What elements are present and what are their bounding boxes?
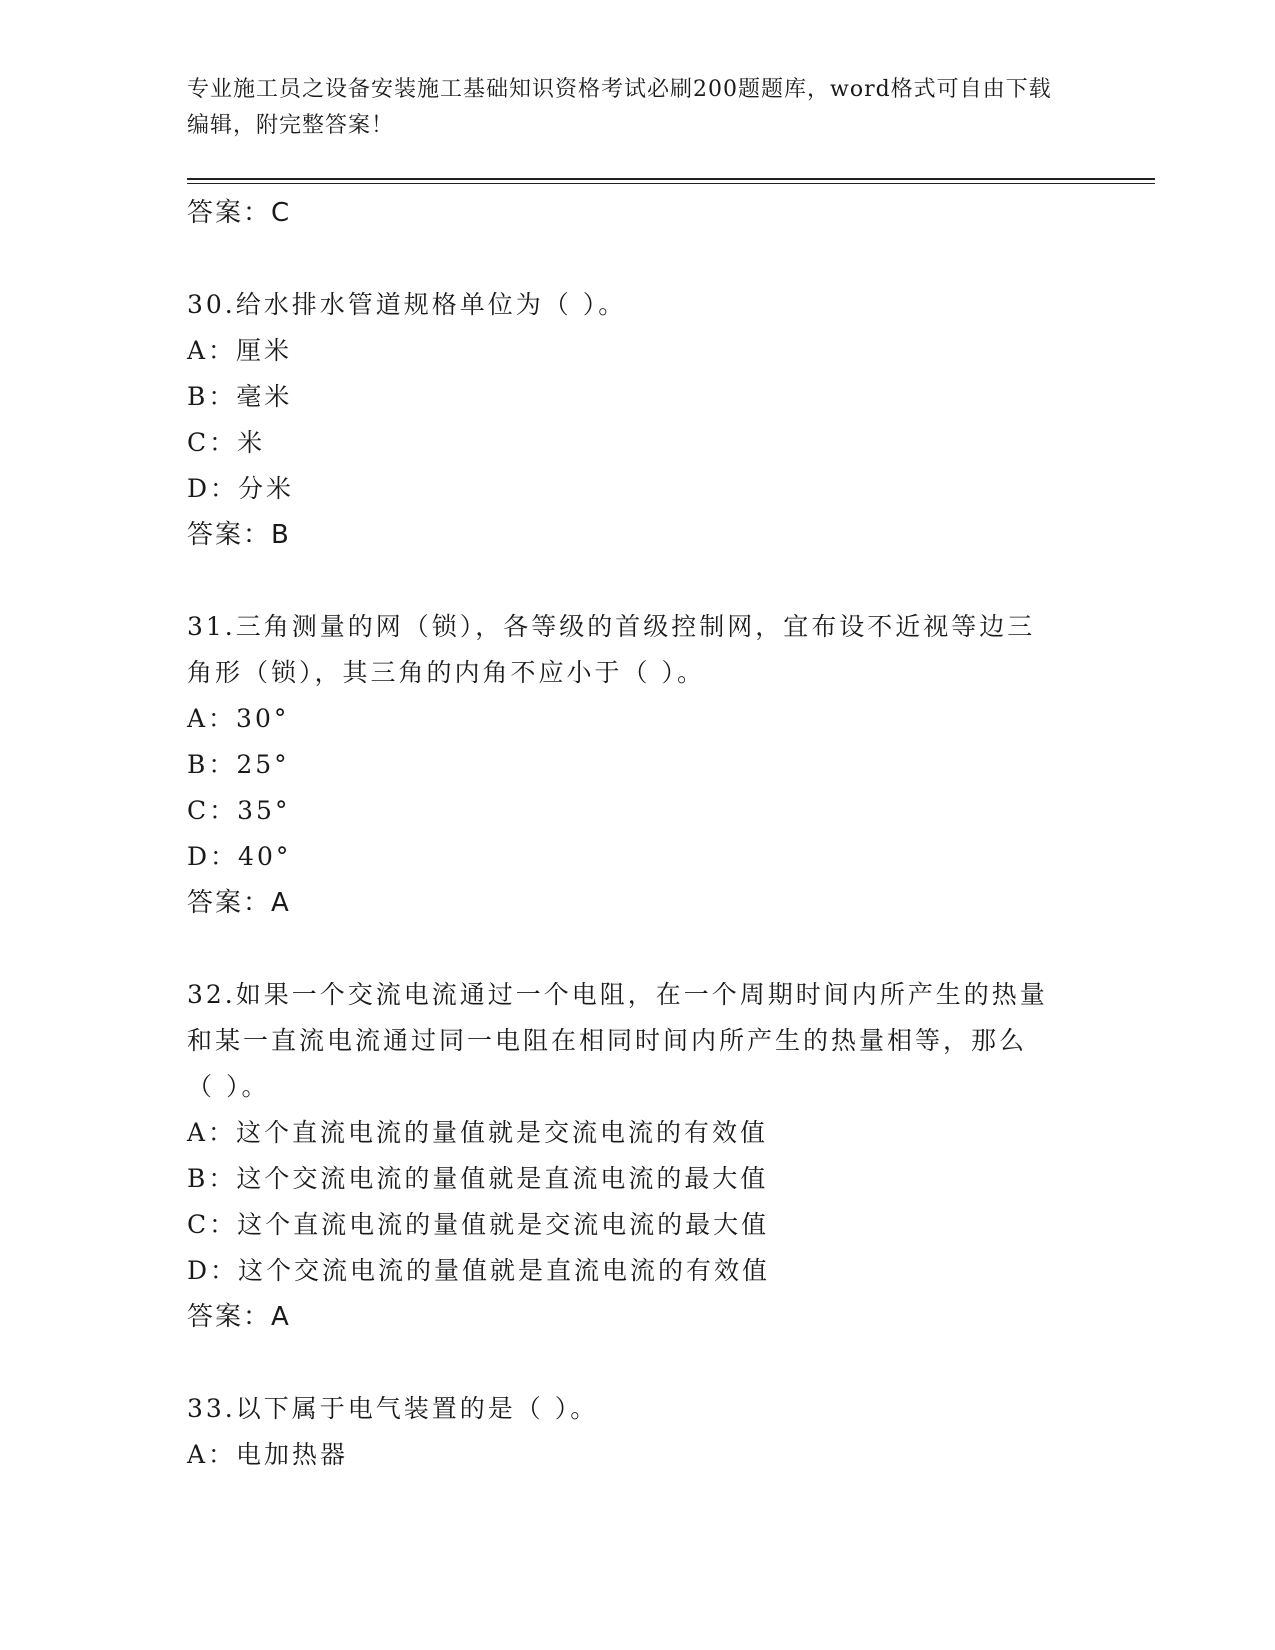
answer-prev: 答案：C (187, 198, 292, 228)
q30-option-a: A：厘米 (187, 336, 293, 365)
q32-option-d: D：这个交流电流的量值就是直流电流的有效值 (187, 1256, 771, 1285)
question-30-text: 30.给水排水管道规格单位为（ ）。 (187, 290, 627, 319)
q30-option-c: C：米 (187, 428, 266, 457)
q30-answer: 答案：B (187, 520, 291, 550)
q31-option-b: B：25° (187, 750, 290, 779)
question-32-text-line1: 32.如果一个交流电流通过一个电阻，在一个周期时间内所产生的热量 (187, 980, 1048, 1009)
q32-option-b: B：这个交流电流的量值就是直流电流的最大值 (187, 1164, 769, 1193)
question-32-text-line2: 和某一直流电流通过同一电阻在相同时间内所产生的热量相等，那么 (187, 1026, 1028, 1055)
q30-option-b: B：毫米 (187, 382, 293, 411)
questions-content (187, 190, 1087, 1478)
question-31-text-line2: 角形（锁），其三角的内角不应小于（ ）。 (187, 658, 705, 687)
document-header: 专业施工员之设备安装施工基础知识资格考试必刷200题题库，word格式可自由下载编辑，附完整答案！ (187, 77, 1052, 138)
question-31-text-line1: 31.三角测量的网（锁），各等级的首级控制网，宜布设不近视等边三 (187, 612, 1036, 641)
spacer (187, 236, 1087, 282)
q31-option-c: C：35° (187, 796, 291, 825)
q30-option-d: D：分米 (187, 474, 295, 503)
spacer (187, 926, 1087, 972)
spacer (187, 558, 1087, 604)
q32-option-a: A：这个直流电流的量值就是交流电流的有效值 (187, 1118, 769, 1147)
q31-answer: 答案：A (187, 888, 291, 918)
question-33-text: 33.以下属于电气装置的是（ ）。 (187, 1394, 599, 1423)
question-32-text-line3: （ ）。 (187, 1072, 270, 1101)
q32-option-c: C：这个直流电流的量值就是交流电流的最大值 (187, 1210, 770, 1239)
q32-answer: 答案：A (187, 1302, 291, 1332)
header-rule-thin (187, 183, 1155, 184)
header-rule-thick (187, 178, 1155, 180)
q31-option-d: D：40° (187, 842, 292, 871)
q33-option-a: A：电加热器 (187, 1440, 349, 1469)
spacer (187, 1340, 1087, 1386)
q31-option-a: A：30° (187, 704, 290, 733)
